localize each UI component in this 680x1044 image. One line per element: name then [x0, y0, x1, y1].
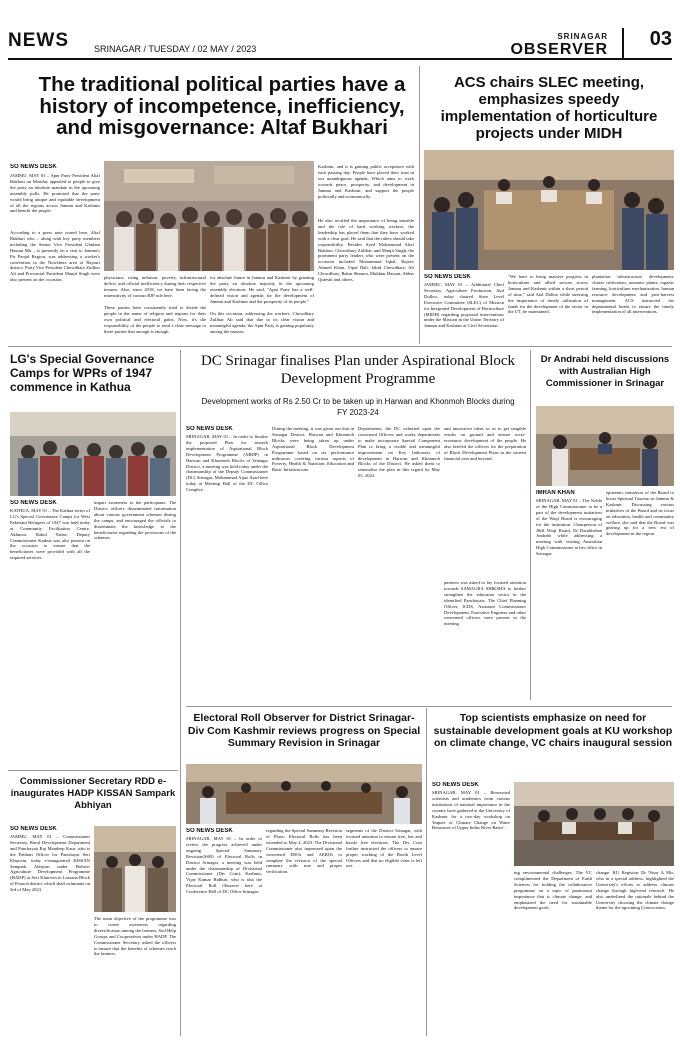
seminar-column-1	[432, 782, 510, 1036]
electoral-text-2: regarding the Special Summary Revision of Photo Electoral Rolls has been extended to May 4, 2023. The Divisional Commissioner also impressed upon the concerned EROs and AEROs to complete the revision of the special summary with true and proper verification.	[266, 828, 342, 875]
lg-column-2	[94, 500, 176, 766]
column-rule	[419, 66, 420, 344]
dc-column-2	[272, 426, 354, 702]
dc-column-4	[444, 426, 526, 576]
lead-text-1: JAMMU, MAY 01 – Apni Party President Altaf Bukhari on Monday appealed to people to give the party an absolute mandate in the upcoming assembly polls. He promised that the party would bring unique and equitable development of all the regions across Jammu and Kashmir and benefit the people.	[10, 173, 100, 214]
dc-column-5	[444, 580, 526, 702]
andrabi-text-1: SRINAGAR, MAY 01 – The Noble of the High Commissioner to be a part of the development initiatives of the Waqf Board is encouraging for the institution. Chairperson of J&K Waqf Board, Dr Darakhshan Andrabi while addressing a meeting with visiting Australian High Commissioner at her office in Srinagar.	[536, 498, 602, 557]
dc-text-4: and innovative ideas so as to get tangible results on ground and ensure socio-economic development of the people. He also briefed the officers for the preparation of Block Development Plans in the current financial year and beyond.	[444, 426, 526, 461]
electoral-headline: Electoral Roll Observer for District Srinagar-Div Com Kashmir reviews progress on Special Summary Revision in Srinagar	[187, 712, 421, 749]
lead-text-8: He also recalled the importance of being sensible and the role of hard working workers, the leadership has placed them that they have worked with a clear goal. He said that the rulers should take responsibility. Besides Syed Mohammad Altaf Bukhari, Chowdhary Zulfkar, and Manjit Singh, the prominent party leaders who were present on the occasion included Mohammad Iqbal, Rajeev Ahmed Khan, Vipul Bali, Jahid Chowdhary, Ali Chowdhary, Babar Sharma, Mukhtar Hassan, Abbas Qureshi and others.	[318, 218, 414, 283]
commissioner-byline: SO NEWS DESK	[10, 826, 57, 832]
brand-logo	[510, 32, 608, 59]
dc-text-1: SRINAGAR, MAY 01 – In order to finalise the proposed Plan for smooth implementation of Aspirational Block Development Programme (ABDP) in Harwan and Khonmoh Blocks of Srinagar District, a meeting was held today under the chairmanship of the Deputy Commissioner (DC) Srinagar, Mohammad Aijaz Asad here today at Meeting Hall of the DC Office Complex.	[186, 434, 268, 493]
acs-text-1: JAMMU, MAY 01 – Additional Chief Secretary, Agriculture Production, Atal Dulloo, today chaired State Level Executive Committee (SLEC) of Mission for Integrated Development of Horticulture (MIDH) regarding proposed interventions under the Mission in the Union Territory of Jammu and Kashmir at Civil Secretariat.	[424, 282, 504, 329]
electoral-column-2	[266, 828, 342, 1036]
electoral-text-3: segments of the District Srinagar, with focused attention to ensure free, fair and hassle free elections. The Div Com further instructed the officers to ensure proper working of the Booth Level Officers and that no eligible voter is left out.	[346, 828, 422, 869]
lead-column-4	[318, 164, 414, 342]
lg-headline: LG's Special Governance Camps for WPRs of 1947 commence in Kathua	[10, 352, 155, 394]
electoral-photo	[186, 764, 422, 824]
commissioner-headline: Commissioner Secretary RDD e-inaugurates HADP KISSAN Sampark Abhiyan	[10, 776, 176, 811]
acs-photo	[424, 150, 674, 270]
lead-text-6: On this occasion, addressing the workers, Chowdhary Zulfkar Ali said that due to its clear vision and meaningful agenda, the Apni Party is gaining popularity among the masses.	[210, 311, 314, 334]
section-rule-3	[8, 770, 178, 771]
acs-column-2	[508, 274, 588, 344]
lg-text-2: impart awareness to the participants. The District officers disseminated information about various government schemes during the camps, and encouraged the officials to disseminate the knowledge to the beneficiaries regarding the provisions of the schemes.	[94, 500, 176, 541]
andrabi-text-2: epistemic initiatives of the Board to boost Spiritual Tourism in Jammu & Kashmir. Discussing various initiatives of the Board and its focus on education, health and community welfare, she said that the Board was gearing up for a new era of development in the region.	[606, 490, 674, 537]
acs-column-3	[592, 274, 674, 344]
lead-text-5: for absolute future in Jammu and Kashmir by granting the party an absolute majority in the upcoming assembly elections. He said, "Apni Party has a well-defined vision and agenda for the development of Jammu and Kashmir and the prosperity of its people."	[210, 275, 314, 304]
dc-column-1	[186, 426, 268, 702]
lead-column-1	[10, 164, 100, 342]
acs-text-2: "We have to bring massive progress in horticulture and allied sectors across Jammu and Kashmir within a short period of time," said Atal Dulloo while stressing the importance of timely utilization of funds for the development of the sector in the UT, he maintained.	[508, 274, 588, 315]
lead-text-7: Kashmir, and it is gaining public acceptance with each passing day. People have placed their trust in our unambiguous agenda. Which aims to work towards peace, prosperity, and development in Jammu and Kashmir, and support the people politically and economically.	[318, 164, 414, 199]
seminar-byline: SO NEWS DESK	[432, 782, 479, 788]
lead-text-3: physicians, rising inflation, poverty, infrastructural deficit, and official inefficiency during their respective tenures. Also, since 2018, we have been facing the insensitivity of various BJP rule here.	[104, 275, 206, 298]
lg-column-1	[10, 500, 90, 766]
lead-headline: The traditional political parties have a history of incompetence, inefficiency, and misgovernance: Altaf Bukhari	[38, 74, 406, 139]
issue-date: SRINAGAR / TUESDAY / 02 MAY / 2023	[94, 44, 257, 54]
brand-top: SRINAGAR	[557, 32, 608, 41]
dc-text-2: During the meeting, it was given out that in Srinagar District, Harwan and Khonmoh Blocks were being taken up under Aspirational Block Development Programme based on six performance indicators covering various aspects of Poverty, Health & Nutrition, Education and Basic Infrastructure.	[272, 426, 354, 473]
seminar-column-2	[514, 870, 592, 1036]
andrabi-column-2	[606, 490, 674, 702]
electoral-column-3	[346, 828, 422, 1036]
lg-photo	[10, 412, 176, 496]
lead-text-4: These parties have consistently tried to divide the people in the name of religion and regions for their own political and electoral gains. Now, it's the responsibility of the people to send a clear message to these parties that enough is enough.	[104, 305, 206, 334]
lead-photo	[104, 161, 314, 271]
column-rule-2	[180, 350, 181, 1036]
seminar-text-3: change. KU Registrar Dr Nisar A Mir, who in a special address, highlighted the University's efforts to address climate change through high-end research. He also underlined the rationale behind the University choosing the climate change theme for the upcoming Convocation.	[596, 870, 674, 911]
acs-byline: SO NEWS DESK	[424, 274, 471, 280]
commissioner-column-2	[94, 826, 176, 1036]
seminar-headline: Top scientists emphasize on need for sustainable development goals at KU workshop on climate change, VC chairs inaugural session	[433, 712, 673, 749]
lead-text-2: According to a press note issued here, Altaf Bukhari who – along with key party members including the Senior Vice President Ghulam Hassan Mir – is presently on a visit to Jammu's Pir Panjal Region, was addressing a worker's convention in the Nowshera area of Rajouri district. Party Vice President Chowdhary Zulfkar Ali and Provincial President Manjit Singh were also present on the occasion.	[10, 230, 100, 283]
dc-headline: DC Srinagar finalises Plan under Aspirational Block Development Programme	[200, 353, 516, 387]
dc-deck: Development works of Rs 2.50 Cr to be taken up in Harwan and Khonmoh Blocks during FY 2023-24	[201, 397, 515, 417]
lg-text-1: KATHUA, MAY 01 – The Kathua series of LG's Special Governance Camps for West Pakistani Refugees of 1947 was held today at Community Facilitation Centre, Akhnoor. Rahul Yadav, Deputy Commissioner Kathua was also present on the occasion to ensure that the beneficiaries were provided with all the required services.	[10, 508, 90, 561]
dc-text-3: Departments, the DC exhorted upon the concerned Officers and works departments to make incorporate Special Component Plan to bring a visible and meaningful improvement on Key Indicators of development in Harwan and Khonmoh Blocks of the District. He asked them to rationalise the plan in this regard by May 05, 2023.	[358, 426, 440, 479]
lead-column-2	[104, 275, 206, 342]
seminar-photo	[514, 782, 674, 866]
acs-column-1	[424, 274, 504, 344]
dc-column-3	[358, 426, 440, 702]
commissioner-column-1	[10, 826, 90, 1036]
lead-byline: SO NEWS DESK	[10, 164, 57, 170]
andrabi-byline: IMRAN KHAN	[536, 490, 575, 496]
dc-text-5: partners was asked to lay focused attention towards SAMAGRA SHIKSHA to further strengthen the education sector in the identified Panchayats. The Chief Planning Officer, ICDS, Assistant Commissioner Development, Executive Engineer and other concerned officers were present in the meeting.	[444, 580, 526, 627]
section-rule	[8, 346, 672, 347]
commissioner-text-1: JAMMU, MAY 01 – Commissioner Secretary, Rural Development Department and Panchayati Raj Mandeep Kaur, who is the Pabhari Officer for Panchayat Seri Khurwin, today e-inaugurated KISSAN Sampark Abhiyan under Holistic Agriculture Development Programme (HADP) at Seri Khurwin in Lassana Block of Poonch district which shall culminate on 3rd of May 2023.	[10, 834, 90, 893]
brand-bottom: OBSERVER	[510, 41, 608, 58]
commissioner-text-2: The main objective of the programme was to create awareness regarding diversification among the farmers, Soil Help Groups and Cooperatives under HADP. The Commissioner Secretary asked the officers to ensure that the benefits of schemes reach the farmers.	[94, 916, 176, 957]
andrabi-column-1	[536, 490, 602, 702]
dc-byline: SO NEWS DESK	[186, 426, 233, 432]
masthead	[8, 6, 672, 60]
seminar-text-1: SRINAGAR, MAY 01 – Renowned scientists and academics from various institutions of national importance in the country have gathered at the University of Kashmir for a two-day workshop on 'Impact of Climate Change on Water Resources of Upper Indus River Basin'.	[432, 790, 510, 831]
lg-byline: SO NEWS DESK	[10, 500, 57, 506]
electoral-text-1: SRINAGAR, MAY 01 – In order to review the progress achieved under ongoing Special Summary Revision(SSR) of Electoral Rolls in District Srinagar, a meeting was held under the chairmanship of Divisional Commissioner (Div Com), Kashmir, Vijay Kumar Bidhuri, who is also the Electoral Roll Observer here at Conference Hall of DC Office Srinagar.	[186, 836, 262, 895]
electoral-byline: SO NEWS DESK	[186, 828, 233, 834]
andrabi-photo	[536, 406, 674, 486]
lead-column-3	[210, 275, 314, 342]
andrabi-headline: Dr Andrabi held discussions with Australian High Commissioner in Srinagar	[540, 354, 670, 389]
column-rule-3	[530, 350, 531, 700]
page-number: 03	[622, 28, 672, 58]
seminar-column-3	[596, 870, 674, 1036]
acs-text-3: plantation infrastructure development, cluster cultivation, aromatic plants, organic farming, horticulture mechanization, human resource development and post-harvest management. ACS instructed the departmental heads to ensure the timely implementation of all interventions.	[592, 274, 674, 315]
electoral-column-1	[186, 828, 262, 1036]
section-rule-2	[186, 706, 672, 707]
column-rule-4	[426, 708, 427, 1036]
section-label: NEWS	[8, 30, 69, 51]
commissioner-photo	[94, 826, 176, 912]
acs-headline: ACS chairs SLEC meeting, emphasizes speedy implementation of horticulture projects under MIDH	[440, 74, 658, 142]
seminar-text-2: ing environmental challenges. The VC complimented the Department of Earth Sciences for holding the collaborative programme on a topic of paramount importance that is climate change, and emphasized the need for sustainable development goals.	[514, 870, 592, 911]
